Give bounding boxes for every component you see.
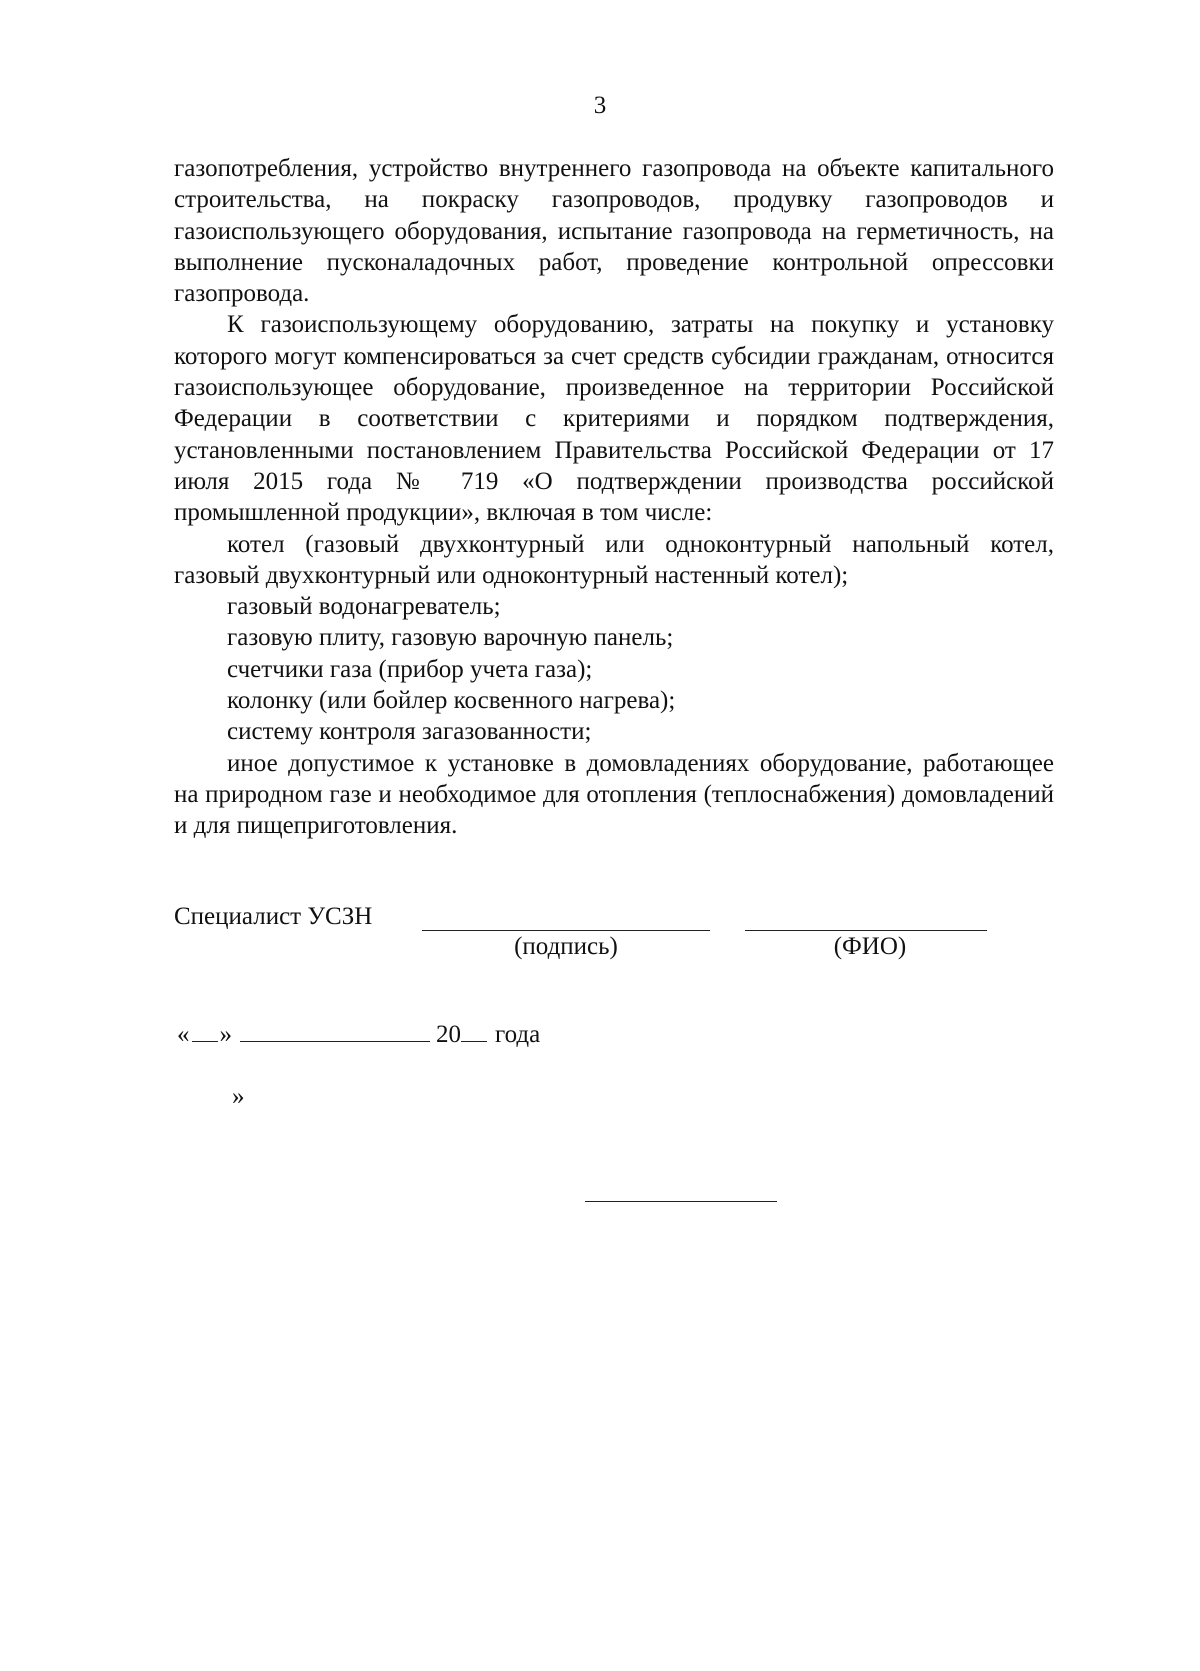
fio-line [745, 930, 987, 931]
end-divider [585, 1201, 777, 1202]
list-item-gas-meter: счетчики газа (прибор учета газа); [227, 655, 593, 683]
list-item-boiler: котел (газовый двухконтурный или одноконтурный напольный котел, газовый двухконтурный или одноконтурный настенный котел); [174, 530, 1054, 589]
list-item-gas-control: систему контроля загазованности; [227, 718, 592, 746]
list-item-other-equipment: иное допустимое к установке в домовладениях оборудование, работающее на природном газе и необходимое для отопления (теплоснабжения) домовладений и для пищеприготовления. [174, 749, 1054, 840]
year-suffix: года [495, 1021, 541, 1048]
list-item-column: колонку (или бойлер косвенного нагрева); [227, 687, 676, 715]
signature-label: Специалист УСЗН [174, 903, 373, 930]
signature-line [422, 930, 710, 931]
month-blank [240, 1021, 430, 1042]
paragraph-equipment-intro: К газоиспользующему оборудованию, затраты на покупку и установку которого могут компенсироваться за счет средств субсидии гражданам, относится газоиспользующее оборудование, произведенное на территории Российской Федерации в соответствии с критериями и порядком подтверждения, установленными постановлением Правительства Российской Федерации от 17 июля 2015 года № 719 «О подтверждении производства российской промышленной продукции», включая в том числе: [174, 311, 1054, 527]
date-close-quote: » [219, 1021, 232, 1048]
page-number: 3 [593, 92, 607, 119]
year-blank [461, 1021, 487, 1042]
list-item-stove: газовую плиту, газовую варочную панель; [227, 624, 674, 652]
document-body [174, 153, 1054, 842]
closing-quote: » [232, 1083, 245, 1110]
date-open-quote: « [177, 1021, 190, 1048]
date-line [177, 1020, 540, 1050]
paragraph-continuation: газопотребления, устройство внутреннего газопровода на объекте капитального строительства, на покраску газопроводов, продувку газопроводов и газоиспользующего оборудования, испытание газопровода на герметичность, на выполнение пусконаладочных работ, проведение контрольной опрессовки газопровода. [174, 155, 1054, 308]
day-blank [192, 1021, 218, 1042]
fio-caption: (ФИО) [833, 933, 907, 960]
list-item-water-heater: газовый водонагреватель; [227, 593, 501, 621]
year-prefix: 20 [436, 1021, 461, 1048]
signature-caption: (подпись) [514, 933, 618, 960]
